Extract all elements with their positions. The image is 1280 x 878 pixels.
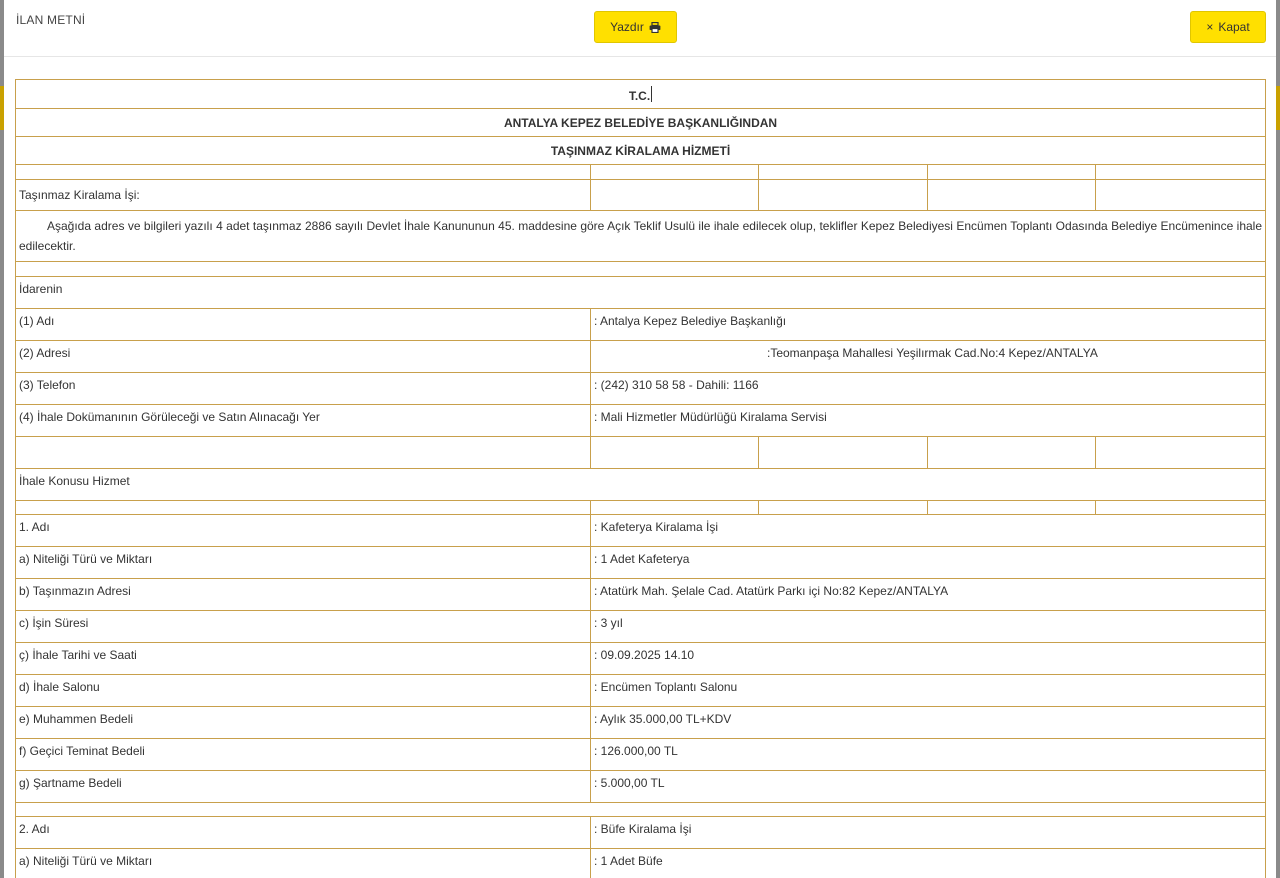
konu-title: İhale Konusu Hizmet [16, 469, 1266, 501]
table-row [16, 515, 1266, 547]
row-label: d) İhale Salonu [16, 675, 591, 707]
table-row [16, 739, 1266, 771]
row-value: : 1 Adet Kafeterya [591, 547, 1266, 579]
row-value: : Büfe Kiralama İşi [591, 817, 1266, 849]
intro-paragraph: Aşağıda adres ve bilgileri yazılı 4 adet taşınmaz 2886 sayılı Devlet İhale Kanununun 45. maddesine göre Açık Teklif Usulü ile ihale edilecek olup, teklifler Kepez Belediyesi Encümen Toplantı Odasında Belediye Encümenince ihale edilecektir. [16, 211, 1266, 262]
modal-title: İLAN METNİ [16, 13, 86, 27]
print-button[interactable] [594, 11, 677, 43]
row-label: (2) Adresi [16, 341, 591, 373]
table-row [16, 405, 1266, 437]
row-value: : Mali Hizmetler Müdürlüğü Kiralama Servisi [591, 405, 1266, 437]
table-row [16, 675, 1266, 707]
close-button[interactable] [1190, 11, 1266, 43]
modal-header [4, 0, 1276, 57]
table-row [16, 547, 1266, 579]
idare-title-row [16, 277, 1266, 309]
table-row [16, 817, 1266, 849]
row-label: (4) İhale Dokümanının Görüleceği ve Satın Alınacağı Yer [16, 405, 591, 437]
header-tc-cell [16, 80, 1266, 109]
row-label: ç) İhale Tarihi ve Saati [16, 643, 591, 675]
table-row [16, 341, 1266, 373]
header-municipality: ANTALYA KEPEZ BELEDİYE BAŞKANLIĞINDAN [16, 109, 1266, 137]
close-icon: × [1206, 20, 1214, 34]
table-row [16, 643, 1266, 675]
table-row [16, 849, 1266, 878]
close-button-label: Kapat [1218, 20, 1250, 34]
header-row [16, 137, 1266, 165]
row-value: :Teomanpaşa Mahallesi Yeşilırmak Cad.No:4 Kepez/ANTALYA [591, 341, 1266, 373]
row-label: (3) Telefon [16, 373, 591, 405]
row-label: 1. Adı [16, 515, 591, 547]
konu-title-row [16, 469, 1266, 501]
row-label: b) Taşınmazın Adresi [16, 579, 591, 611]
row-value: : (242) 310 58 58 - Dahili: 1166 [591, 373, 1266, 405]
header-row [16, 80, 1266, 109]
spacer-row [16, 437, 1266, 469]
table-row [16, 611, 1266, 643]
section-title-row [16, 180, 1266, 211]
row-label: f) Geçici Teminat Bedeli [16, 739, 591, 771]
row-value: : 5.000,00 TL [591, 771, 1266, 803]
spacer-row [16, 165, 1266, 180]
row-value: : Atatürk Mah. Şelale Cad. Atatürk Parkı içi No:82 Kepez/ANTALYA [591, 579, 1266, 611]
spacer-row [16, 803, 1266, 817]
header-row [16, 109, 1266, 137]
row-value: : 1 Adet Büfe [591, 849, 1266, 878]
row-value: : Antalya Kepez Belediye Başkanlığı [591, 309, 1266, 341]
row-value: : 09.09.2025 14.10 [591, 643, 1266, 675]
announcement-modal [4, 0, 1276, 878]
row-value: : Encümen Toplantı Salonu [591, 675, 1266, 707]
section-title: Taşınmaz Kiralama İşi: [16, 180, 591, 211]
row-value: : Aylık 35.000,00 TL+KDV [591, 707, 1266, 739]
table-row [16, 373, 1266, 405]
row-label: g) Şartname Bedeli [16, 771, 591, 803]
row-value: : Kafeterya Kiralama İşi [591, 515, 1266, 547]
intro-row [16, 211, 1266, 262]
table-row [16, 707, 1266, 739]
row-value: : 3 yıl [591, 611, 1266, 643]
printer-icon [649, 22, 661, 33]
row-label: e) Muhammen Bedeli [16, 707, 591, 739]
spacer-row [16, 501, 1266, 515]
announcement-document [15, 79, 1265, 878]
row-label: a) Niteliği Türü ve Miktarı [16, 849, 591, 878]
table-row [16, 771, 1266, 803]
print-button-label: Yazdır [610, 20, 644, 34]
header-tc: T.C. [628, 88, 651, 103]
row-value: : 126.000,00 TL [591, 739, 1266, 771]
text-caret [651, 86, 652, 102]
announcement-table [15, 79, 1266, 878]
idare-title: İdarenin [16, 277, 1266, 309]
table-row [16, 579, 1266, 611]
row-label: 2. Adı [16, 817, 591, 849]
row-label: (1) Adı [16, 309, 591, 341]
header-service: TAŞINMAZ KİRALAMA HİZMETİ [16, 137, 1266, 165]
row-label: c) İşin Süresi [16, 611, 591, 643]
row-label: a) Niteliği Türü ve Miktarı [16, 547, 591, 579]
spacer-row [16, 262, 1266, 277]
table-row [16, 309, 1266, 341]
